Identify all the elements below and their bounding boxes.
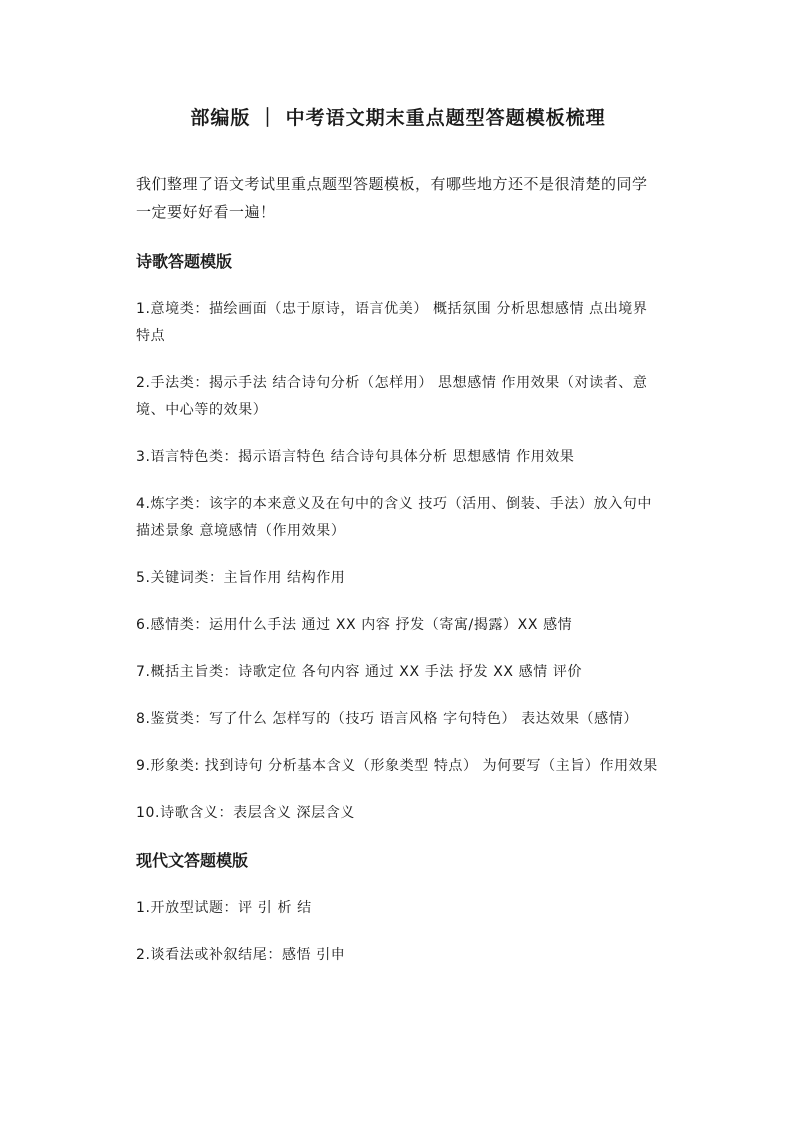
- section-modern-prose: [136, 847, 660, 969]
- poetry-item-8: 8.鉴赏类：写了什么 怎样写的（技巧 语言风格 字句特色） 表达效果（感情）: [136, 711, 638, 727]
- section-heading-modern-prose: 现代文答题模版: [136, 851, 249, 870]
- prose-item-1: 1.开放型试题：评 引 析 结: [136, 900, 312, 916]
- document-title: 部编版 ｜ 中考语文期末重点题型答题模板梳理: [190, 107, 606, 129]
- poetry-item-7: 7.概括主旨类：诗歌定位 各句内容 通过 XX 手法 抒发 XX 感情 评价: [136, 664, 583, 680]
- intro-paragraph: 我们整理了语文考试里重点题型答题模板，有哪些地方还不是很清楚的同学一定要好好看一遍！: [136, 175, 648, 221]
- poetry-item-2: 2.手法类：揭示手法 结合诗句分析（怎样用） 思想感情 作用效果（对读者、意境、中心等的效果）: [136, 375, 648, 418]
- poetry-item-4: 4.炼字类：该字的本来意义及在句中的含义 技巧（活用、倒装、手法）放入句中描述景象 意境感情（作用效果）: [136, 496, 653, 539]
- prose-item-2: 2.谈看法或补叙结尾：感悟 引申: [136, 947, 346, 963]
- section-poetry: [136, 248, 660, 827]
- poetry-item-1: 1.意境类：描绘画面（忠于原诗，语言优美） 概括氛围 分析思想感情 点出境界特点: [136, 301, 648, 344]
- document-page: [136, 100, 660, 989]
- poetry-item-3: 3.语言特色类：揭示语言特色 结合诗句具体分析 思想感情 作用效果: [136, 449, 575, 465]
- poetry-item-9: 9.形象类: 找到诗句 分析基本含义（形象类型 特点） 为何要写（主旨）作用效果: [136, 758, 658, 774]
- poetry-item-10: 10.诗歌含义：表层含义 深层含义: [136, 805, 355, 821]
- poetry-item-6: 6.感情类：运用什么手法 通过 XX 内容 抒发（寄寓/揭露）XX 感情: [136, 617, 573, 633]
- section-heading-poetry: 诗歌答题模版: [136, 252, 233, 271]
- poetry-item-5: 5.关键词类：主旨作用 结构作用: [136, 570, 346, 586]
